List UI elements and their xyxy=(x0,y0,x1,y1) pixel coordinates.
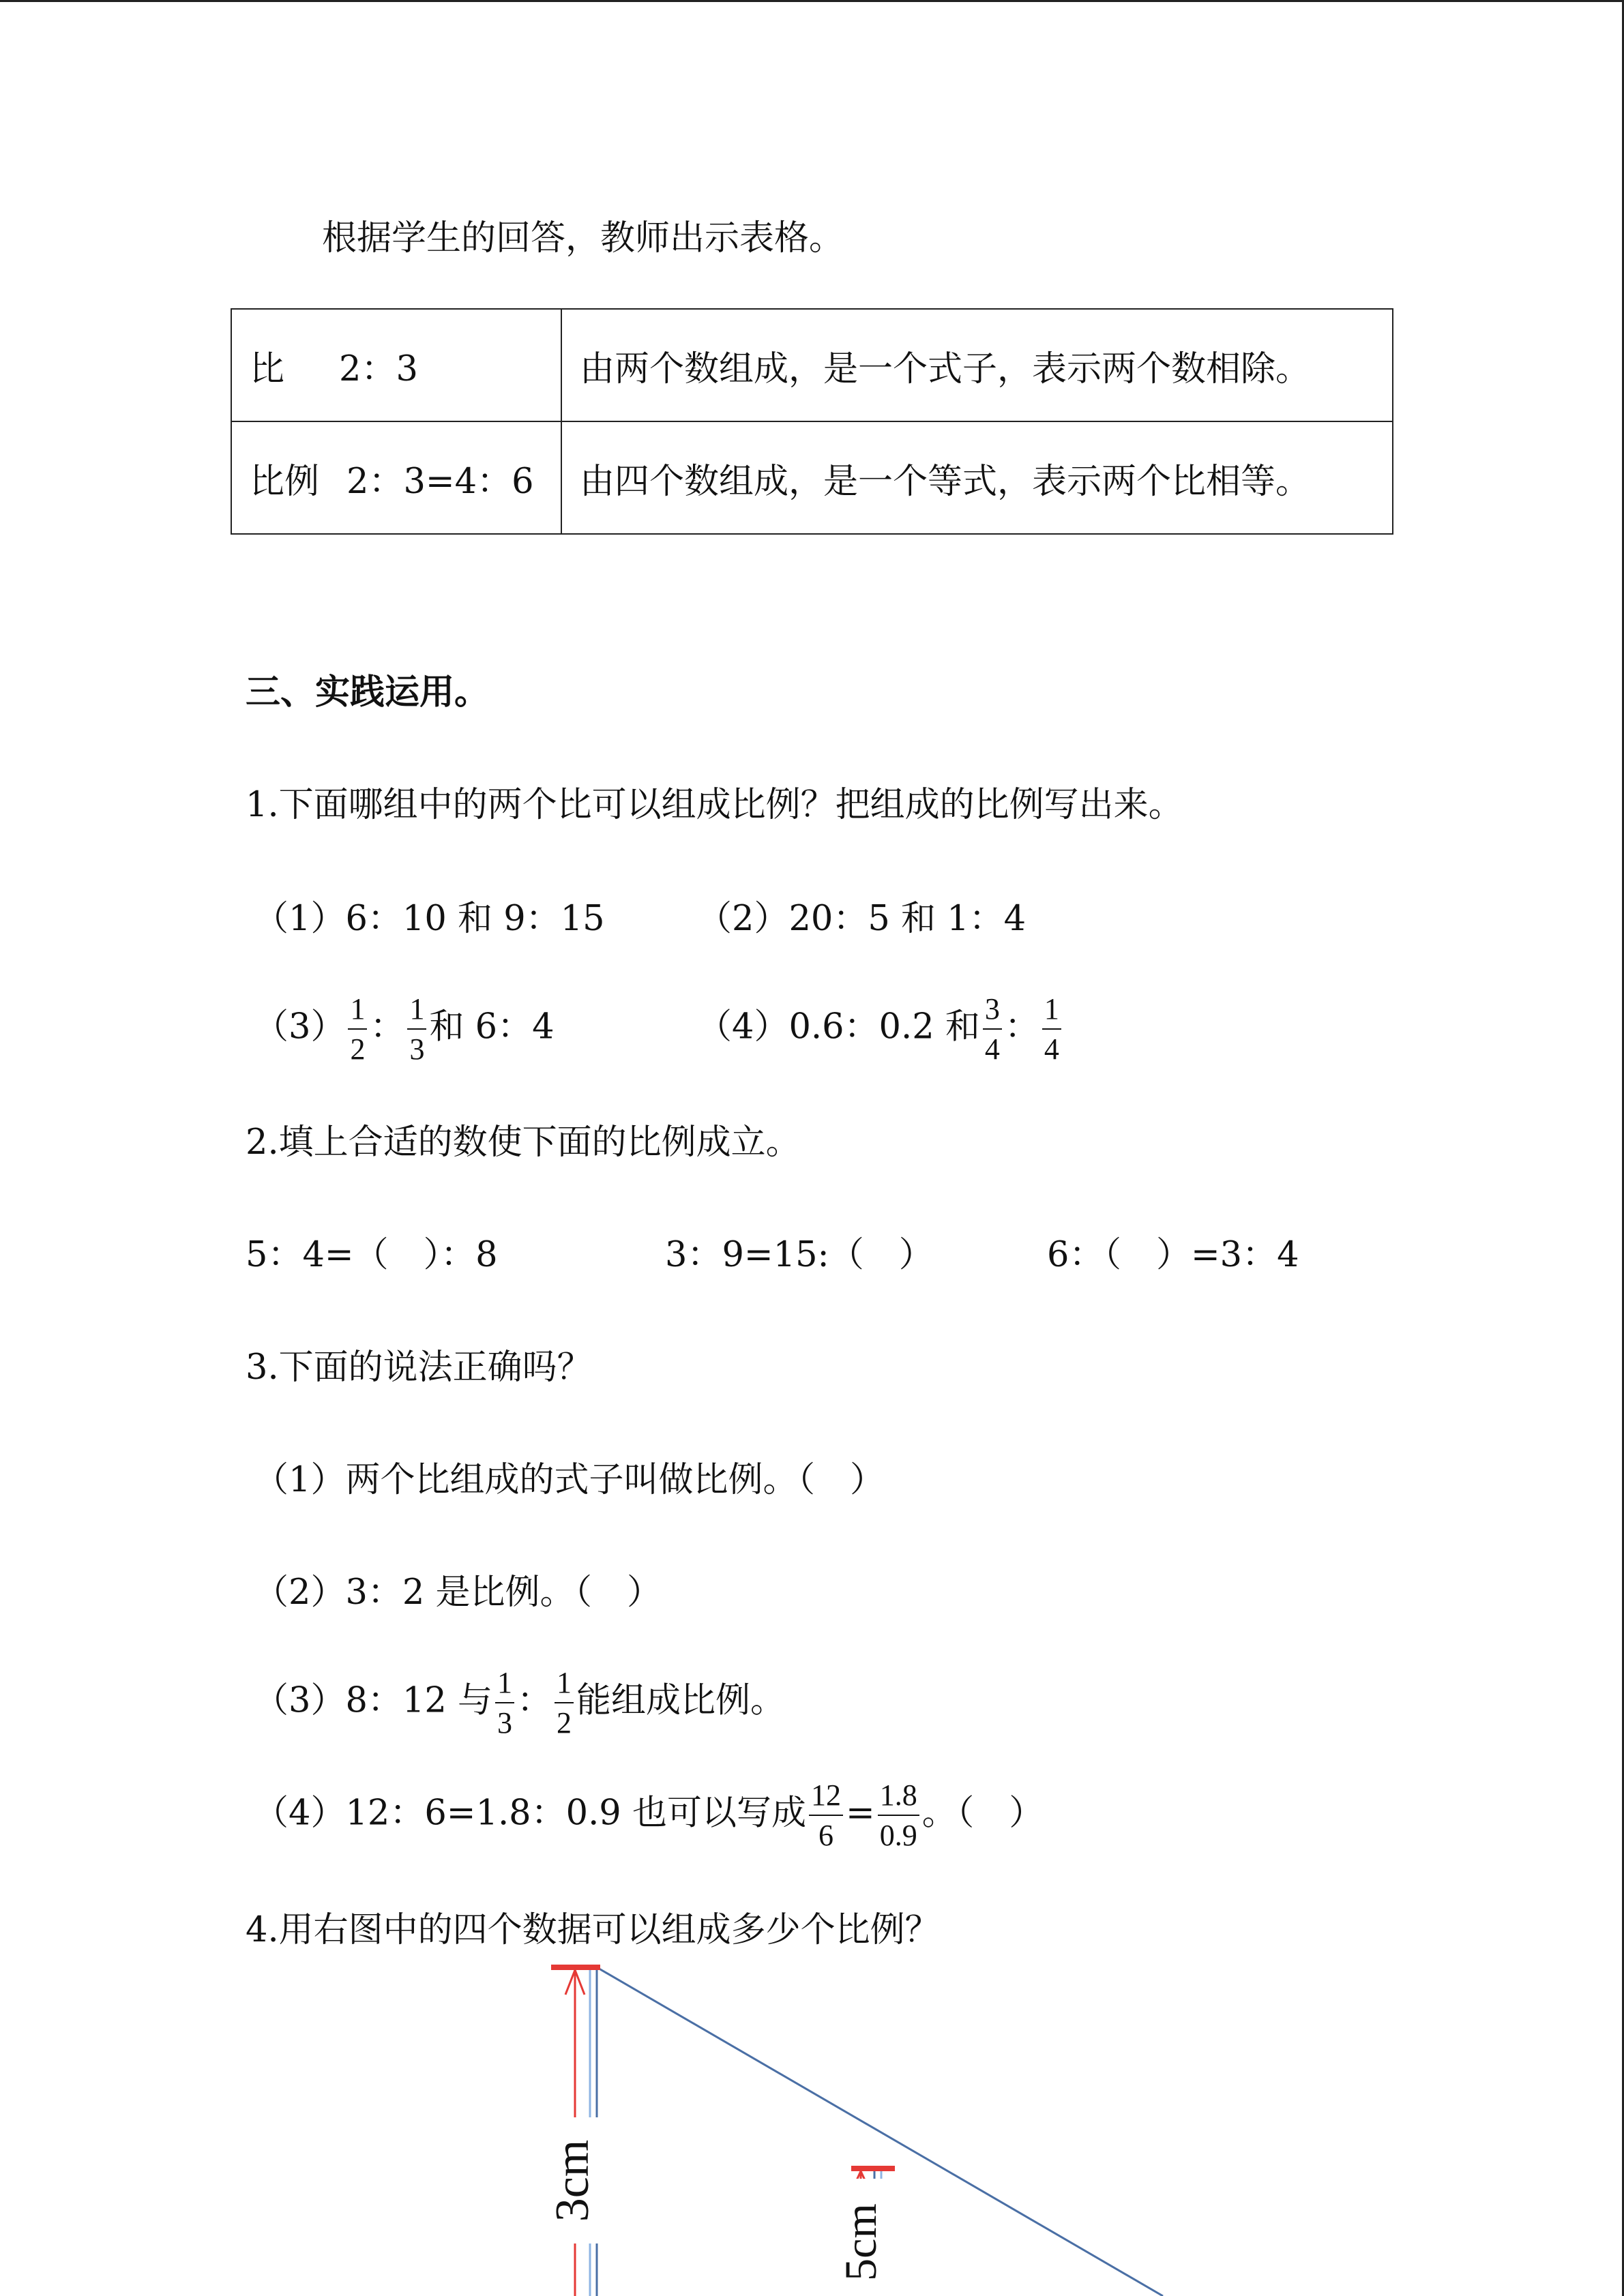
denominator: 2 xyxy=(557,1706,572,1740)
denominator: 3 xyxy=(409,1032,425,1067)
q1-item2: （2）20：5 和 1：4 xyxy=(697,899,1027,939)
q1-title: 1.下面哪组中的两个比可以组成比例？把组成的比例写出来。 xyxy=(246,785,1183,825)
item-label: （3）8：12 与 xyxy=(254,1680,493,1721)
q1-item1: （1）6：10 和 9：15 xyxy=(254,899,605,939)
term-example: 2：3=4：6 xyxy=(346,461,534,502)
item-label: （4）12：6=1.8：0.9 也可以写成 xyxy=(254,1793,806,1834)
item-tail: 能组成比例。 xyxy=(576,1680,786,1721)
equals-sign: = xyxy=(845,1793,875,1834)
intro-text: 根据学生的回答，教师出示表格。 xyxy=(322,218,844,258)
q4-title: 4.用右图中的四个数据可以组成多少个比例？ xyxy=(246,1910,940,1950)
denominator: 3 xyxy=(497,1706,513,1740)
term-example: 2：3 xyxy=(339,348,418,389)
q2-blank-c: 6：（ ）=3：4 xyxy=(1047,1235,1299,1275)
item-tail: 。（ ） xyxy=(921,1793,1044,1834)
numerator: 1 xyxy=(348,992,367,1030)
denominator: 0.9 xyxy=(879,1819,917,1853)
q2-title: 2.填上合适的数使下面的比例成立。 xyxy=(246,1122,801,1163)
term-label: 比例 xyxy=(250,461,320,502)
q2-blank-a: 5：4=（ ）：8 xyxy=(246,1235,498,1275)
item-label: （3） xyxy=(254,1007,346,1047)
numerator: 1 xyxy=(495,1666,514,1703)
colon: ： xyxy=(1004,1007,1039,1047)
q3-title: 3.下面的说法正确吗？ xyxy=(246,1347,592,1388)
dim-label-left: 3cm xyxy=(546,2139,599,2222)
denominator: 6 xyxy=(818,1819,833,1853)
table-cell-desc: 由两个数组成，是一个式子，表示两个数相除。 xyxy=(561,309,1393,421)
dim-label-mid: 5cm xyxy=(836,2203,886,2281)
colon: ： xyxy=(370,1007,405,1047)
denominator: 4 xyxy=(1044,1032,1059,1067)
numerator: 1 xyxy=(555,1666,574,1703)
table-cell-desc: 由四个数组成，是一个等式，表示两个比相等。 xyxy=(561,421,1393,534)
term-label: 比 xyxy=(250,348,285,389)
denominator: 4 xyxy=(984,1032,1000,1067)
q3-statement1: （1）两个比组成的式子叫做比例。（ ） xyxy=(254,1460,885,1500)
item-label: （4）0.6：0.2 和 xyxy=(697,1007,980,1047)
numerator: 1 xyxy=(407,992,426,1030)
numerator: 1.8 xyxy=(878,1778,919,1816)
denominator: 2 xyxy=(350,1032,366,1067)
q3-statement2: （2）3：2 是比例。（ ） xyxy=(254,1572,662,1613)
section-title: 三、实践运用。 xyxy=(246,672,490,713)
q2-blank-b: 3：9=15:（ ） xyxy=(665,1235,934,1275)
numerator: 1 xyxy=(1042,992,1061,1030)
item-tail: 和 6：4 xyxy=(429,1007,555,1047)
colon: ： xyxy=(517,1680,552,1721)
numerator: 12 xyxy=(809,1778,843,1816)
numerator: 3 xyxy=(983,992,1002,1030)
